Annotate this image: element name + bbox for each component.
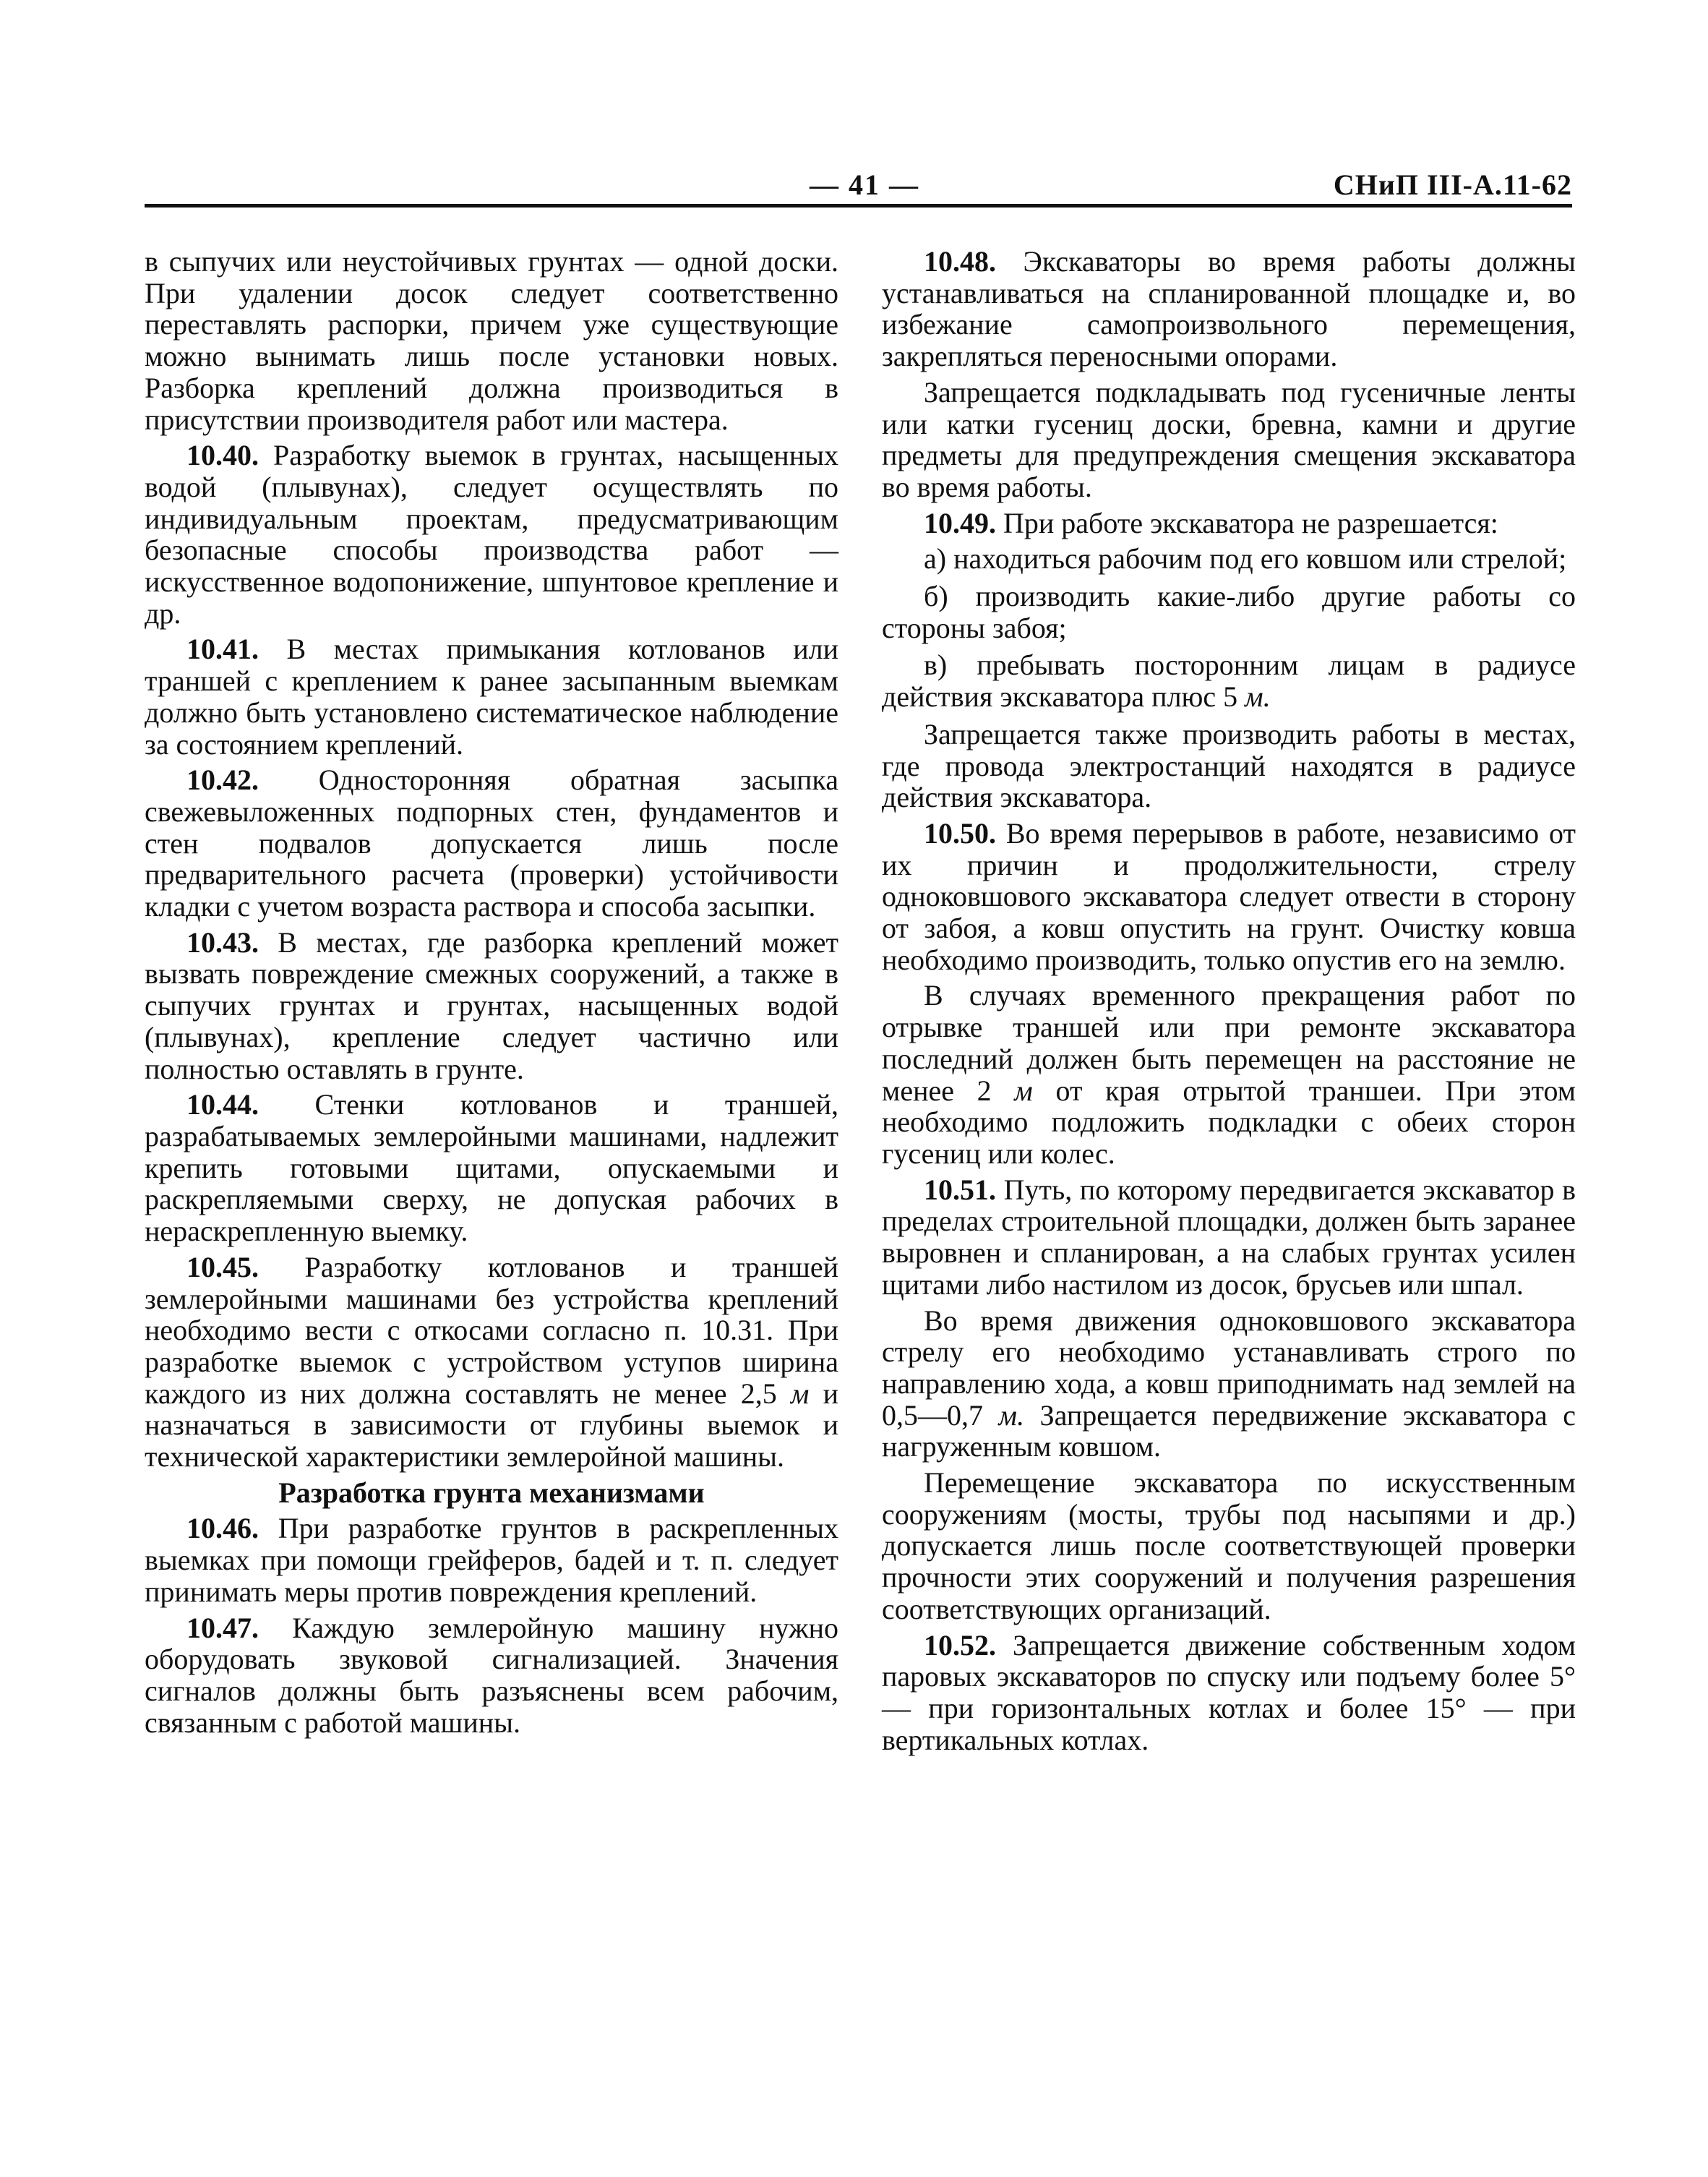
clause-number: 10.41. [186, 633, 259, 666]
paragraph [882, 1305, 1576, 1463]
clause-text: и назначаться в зависимости от глубины выемок и технической характеристики землеройной машины. [145, 1377, 839, 1474]
section-title: Разработка грунта механизмами [278, 1476, 705, 1509]
clause-number: 10.49. [924, 506, 996, 539]
clause-10-52 [882, 1630, 1576, 1756]
paragraph-text: В случаях временного прекращения работ по отрывке траншей или при ремонте экскаватора последний должен быть перемещен на расстояние не менее 2 [882, 979, 1576, 1107]
clause-number: 10.48. [924, 245, 996, 278]
clause-number: 10.46. [186, 1512, 259, 1545]
paragraph-continued: в сыпучих или неустойчивых грунтах — одной доски. При удалении досок следует соответственно переставлять распорки, причем уже существующие можно вынимать лишь после установки новых. Разборка креплений должна производиться в присутствии производителя работ или мастера. [145, 245, 838, 436]
clause-text: Запрещается движение собственным ходом паровых экскаваторов по спуску или подъему более 5° — при горизонтальных котлах и более 15° — при вертикальных котлах. [882, 1628, 1576, 1756]
clause-text: В местах примыкания котлованов или траншей с креплением к ранее засыпанным выемкам должно быть установлено систематическое наблюдение за состоянием креплений. [145, 633, 838, 761]
clause-text: Разработку котлованов и траншей землеройными машинами без устройства креплений необходимо вести с откосами согласно п. 10.31. При разработке выемок с устройством уступов ширина каждого из них должна составлять не менее 2,5 [145, 1250, 838, 1410]
clause-10-48 [882, 246, 1576, 372]
clause-10-49 [882, 508, 1576, 539]
clause-10-46 [145, 1513, 838, 1607]
document-code: СНиП III-А.11-62 [1333, 168, 1572, 201]
clause-text: Во время перерывов в работе, независимо от их причин и продолжительности, стрелу одноковшового экскаватора следует отвести в сторону от забоя, а ковш опустить на грунт. Очистку ковша необходимо производить, только опустив его на землю. [882, 816, 1576, 976]
left-column [145, 246, 838, 1742]
unit-meter: м. [1245, 680, 1271, 714]
clause-text: Экскаваторы во время работы должны устанавливаться на спланированной площадке и, во избежание самопроизвольного перемещения, закрепляться переносными опорами. [882, 245, 1576, 373]
paragraph [882, 980, 1576, 1169]
clause-10-44 [145, 1089, 838, 1247]
clause-10-41 [145, 633, 838, 760]
clause-10-40 [145, 440, 838, 629]
clause-text: При работе экскаватора не разрешается: [1003, 506, 1498, 539]
clause-10-45 [145, 1252, 838, 1473]
clause-number: 10.47. [186, 1611, 259, 1644]
clause-number: 10.40. [186, 439, 259, 472]
list-item-c [882, 649, 1576, 712]
list-item-text: в) пребывать посторонним лицам в радиусе действия экскаватора плюс 5 [882, 649, 1576, 714]
clause-text: В местах, где разборка креплений может вызвать повреждение смежных сооружений, а также в сыпучих грунтах и грунтах, насыщенных водой (плывунах), крепление следует частично или полностью оставлять в грунте. [145, 925, 838, 1085]
right-column [882, 246, 1576, 1760]
clause-number: 10.42. [186, 764, 259, 797]
paragraph: Запрещается также производить работы в местах, где провода электростанций находятся в радиусе действия экскаватора. [882, 717, 1576, 814]
list-item-b: б) производить какие-либо другие работы со стороны забоя; [882, 580, 1576, 644]
clause-number: 10.50. [924, 816, 996, 850]
header-rule [145, 204, 1572, 208]
clause-number: 10.44. [186, 1088, 259, 1121]
unit-meter: м. [998, 1398, 1025, 1432]
list-item-a: а) находиться рабочим под его ковшом или стрелой; [924, 542, 1567, 576]
clause-text: Каждую землеройную машину нужно оборудовать звуковой сигнализацией. Значения сигналов должны быть разъяснены всем рабочим, связанным с работой машины. [145, 1611, 838, 1739]
unit-meter: м [1014, 1074, 1033, 1107]
clause-10-43 [145, 927, 838, 1085]
page-number: — 41 — [810, 168, 919, 201]
clause-number: 10.43. [186, 925, 259, 959]
clause-text: Разработку выемок в грунтах, насыщенных водой (плывунах), следует осуществлять по индивидуальным проектам, предусматривающим безопасные способы производства работ — искусственное водопонижение, шпунтовое крепление и др. [145, 439, 838, 630]
clause-10-47 [145, 1612, 838, 1739]
paragraph: Перемещение экскаватора по искусственным сооружениям (мосты, трубы под насыпями и др.) допускается лишь после соответствующей проверки прочности этих сооружений и получения разрешения соответствующих организаций. [882, 1466, 1576, 1625]
clause-10-42 [145, 764, 838, 923]
paragraph-text: Запрещается передвижение экскаватора с нагруженным ковшом. [882, 1398, 1576, 1463]
paragraph-text: от края отрытой траншеи. При этом необходимо подложить подкладки с обеих сторон гусениц или колес. [882, 1074, 1576, 1170]
clause-10-51 [882, 1174, 1576, 1301]
unit-meter: м [790, 1377, 810, 1410]
paragraph-text: Во время движения одноковшового экскаватора стрелу его необходимо устанавливать строго по направлению хода, а ковш приподнимать над землей на 0,5—0,7 [882, 1304, 1576, 1432]
clause-text: Путь, по которому передвигается экскаватор в пределах строительной площадки, должен быть заранее выровнен и спланирован, а на слабых грунтах усилен щитами либо настилом из досок, брусьев или шпал. [882, 1173, 1576, 1301]
clause-number: 10.51. [924, 1173, 996, 1206]
clause-10-50 [882, 818, 1576, 976]
clause-text: Стенки котлованов и траншей, разрабатываемых землеройными машинами, надлежит крепить готовыми щитами, опускаемыми и раскрепляемыми сверху, не допуская рабочих в нераскрепленную выемку. [145, 1088, 839, 1248]
clause-number: 10.45. [186, 1250, 259, 1283]
clause-text: При разработке грунтов в раскрепленных выемках при помощи грейферов, бадей и т. п. следует принимать меры против повреждения креплений. [145, 1512, 839, 1608]
paragraph: Запрещается подкладывать под гусеничные ленты или катки гусениц доски, бревна, камни и другие предметы для предупреждения смещения экскаватора во время работы. [882, 375, 1576, 503]
clause-text: Односторонняя обратная засыпка свежевыложенных подпорных стен, фундаментов и стен подвалов допускается лишь после предварительного расчета (проверки) устойчивости кладки с учетом возраста раствора и способа засыпки. [145, 764, 838, 923]
clause-number: 10.52. [924, 1628, 996, 1661]
